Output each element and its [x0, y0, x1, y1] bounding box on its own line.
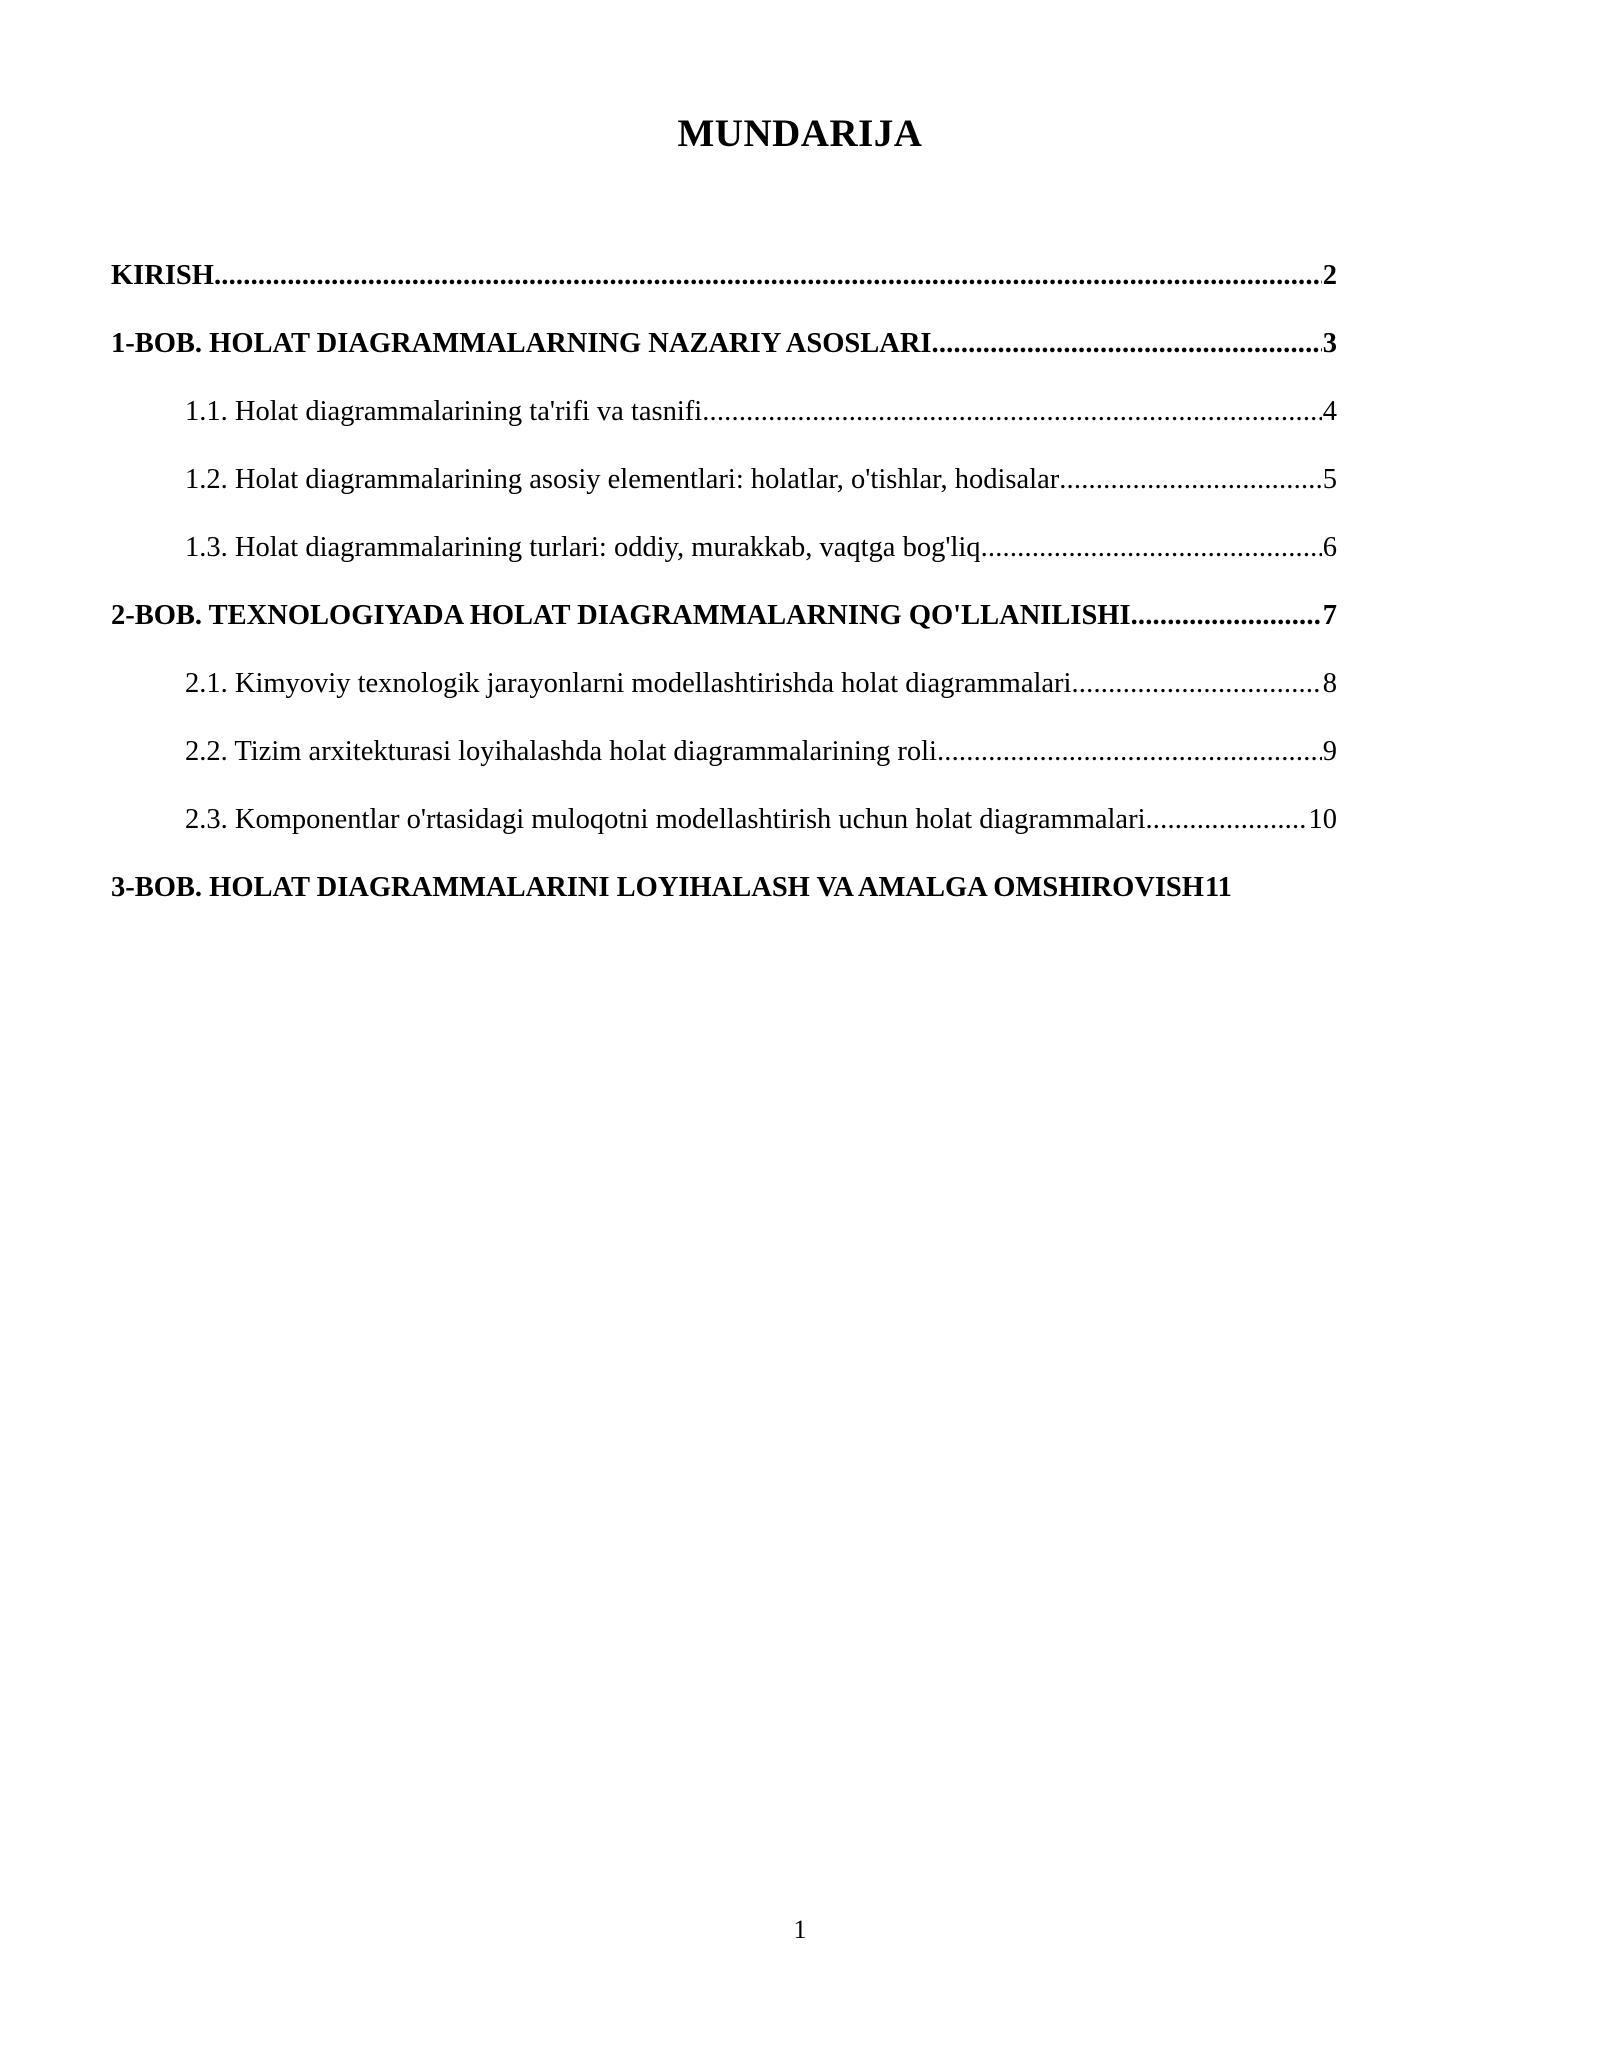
toc-entry-section-2-1[interactable] — [111, 663, 1337, 731]
toc-entry-label: KIRISH — [111, 255, 214, 297]
toc-entry-label: 1-BOB. HOLAT DIAGRAMMALARNING NAZARIY ASOSLARI — [111, 323, 932, 365]
toc-entry-label: 1.3. Holat diagrammalarining turlari: oddiy, murakkab, vaqtga bog'liq — [185, 527, 981, 569]
dot-leader — [1059, 459, 1322, 501]
toc-page-number: 2 — [1322, 260, 1337, 291]
toc-entry-section-1-2[interactable] — [111, 459, 1337, 527]
dot-leader — [937, 731, 1322, 773]
toc-entry-label: 2.3. Komponentlar o'rtasidagi muloqotni modellashtirish uchun holat diagrammalari — [185, 799, 1145, 841]
dot-leader — [1145, 799, 1307, 841]
toc-page-number: 4 — [1322, 396, 1337, 427]
toc-entry-kirish[interactable] — [111, 255, 1337, 323]
toc-page-number: 7 — [1322, 600, 1337, 631]
toc-entry-label: 2.1. Kimyoviy texnologik jarayonlarni modellashtirishda holat diagrammalari — [185, 663, 1071, 705]
page-title: MUNDARIJA — [677, 112, 923, 155]
toc-entry-label: 1.2. Holat diagrammalarining asosiy elementlari: holatlar, o'tishlar, hodisalar — [185, 459, 1059, 501]
dot-leader — [1071, 663, 1321, 705]
toc-entry-section-2-2[interactable] — [111, 731, 1337, 799]
toc-page-number: 11 — [1204, 872, 1232, 903]
toc-entry-section-2-3[interactable] — [111, 799, 1337, 867]
dot-leader — [214, 255, 1322, 297]
toc-entry-label: 2.2. Tizim arxitekturasi loyihalashda holat diagrammalarining roli — [185, 731, 937, 773]
toc-page-number: 6 — [1322, 532, 1337, 563]
toc-entry-label: 3-BOB. HOLAT DIAGRAMMALARINI LOYIHALASH VA AMALGA OMSHIROVISH — [111, 867, 1204, 909]
dot-leader — [702, 391, 1322, 433]
toc-page-number: 10 — [1308, 804, 1337, 835]
toc-entry-section-1-3[interactable] — [111, 527, 1337, 595]
toc-entry-section-1-1[interactable] — [111, 391, 1337, 459]
toc-entry-chapter-2[interactable] — [111, 595, 1337, 663]
page-number: 1 — [793, 1915, 807, 1944]
toc-entry-label: 2-BOB. TEXNOLOGIYADA HOLAT DIAGRAMMALARNING QO'LLANILISHI — [111, 595, 1131, 637]
dot-leader — [1131, 595, 1322, 637]
toc-entry-label: 1.1. Holat diagrammalarining ta'rifi va tasnifi — [185, 391, 702, 433]
table-of-contents — [111, 255, 1337, 935]
toc-page-number: 9 — [1322, 736, 1337, 767]
toc-page-number: 3 — [1322, 328, 1337, 359]
dot-leader — [932, 323, 1322, 365]
toc-entry-chapter-3[interactable] — [111, 867, 1411, 935]
toc-page-number: 8 — [1322, 668, 1337, 699]
toc-entry-chapter-1[interactable] — [111, 323, 1337, 391]
dot-leader — [981, 527, 1322, 569]
toc-page-number: 5 — [1322, 464, 1337, 495]
